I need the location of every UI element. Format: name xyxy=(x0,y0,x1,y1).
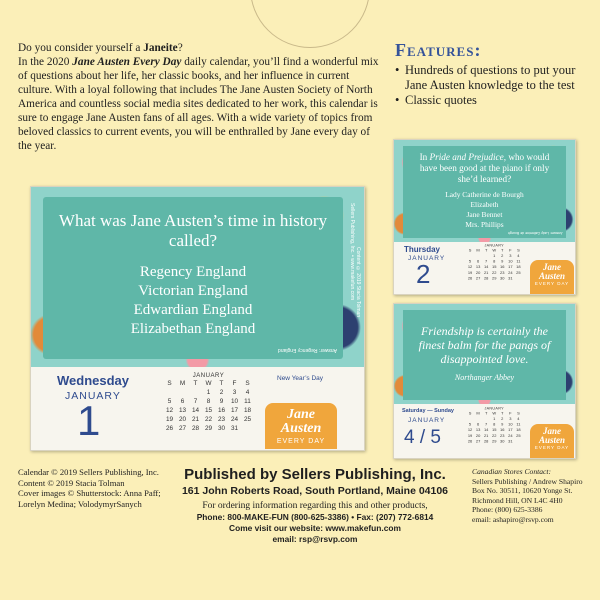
janeite-word: Janeite xyxy=(143,42,178,54)
weekday-header: T xyxy=(501,248,504,253)
weekday-header: S xyxy=(468,248,472,253)
day-cell: 21 xyxy=(191,416,200,423)
day-cell: 24 xyxy=(230,416,239,423)
day-cell: 24 xyxy=(508,270,513,275)
intro-line-1: Do you consider yourself a xyxy=(18,42,144,54)
day-cell: 20 xyxy=(475,433,481,438)
day-cell: 13 xyxy=(475,428,481,433)
date-block xyxy=(394,242,575,295)
logo-austen: Austen xyxy=(538,435,565,445)
day-cell: 25 xyxy=(516,433,521,438)
weekday-header: T xyxy=(219,380,224,387)
day-cell: 11 xyxy=(244,398,251,405)
intro-text xyxy=(18,41,380,153)
weekday-header: F xyxy=(509,248,512,253)
day-cell: 30 xyxy=(217,425,226,432)
weekday-header: W xyxy=(492,411,497,416)
day-cell: 16 xyxy=(500,265,505,270)
day-cell: 26 xyxy=(467,439,473,444)
day-cell: 27 xyxy=(475,439,481,444)
answer-option: Edwardian England xyxy=(133,302,253,318)
day-cell: 10 xyxy=(508,422,513,427)
answer-list xyxy=(403,190,566,230)
logo-every-day: EVERY DAY xyxy=(276,438,326,445)
day-number: 4 / 5 xyxy=(404,427,441,448)
day-cell: 6 xyxy=(476,422,480,427)
mini-calendar-month: JANUARY xyxy=(192,373,225,379)
day-cell: 17 xyxy=(508,428,513,433)
mini-calendar-grid xyxy=(466,411,522,444)
day-cell: 16 xyxy=(217,407,226,414)
day-cell: 21 xyxy=(483,433,489,438)
day-cell: 1 xyxy=(493,416,496,422)
question-start: In xyxy=(419,152,430,162)
day-cell: 5 xyxy=(468,259,472,264)
copyright-line: Content © 2019 Stacia Tolman xyxy=(18,477,125,488)
day-cell: 2 xyxy=(219,389,224,396)
day-cell: 11 xyxy=(516,259,521,264)
logo-austen: Austen xyxy=(280,421,322,436)
publisher-side-text: Sellers Publishing, Inc. • www.makefun.com xyxy=(349,203,355,301)
day-number: 2 xyxy=(416,259,431,289)
upside-down-answer: Answer: Regency England xyxy=(278,347,337,353)
content-credit-side: Content © 2019 Stacia Tolman xyxy=(355,247,361,318)
feature-item: • Hundreds of questions to put your Jane Austen knowledge to the test xyxy=(395,63,595,93)
day-cell: 15 xyxy=(492,428,497,433)
main-calendar-page xyxy=(30,186,365,451)
day-cell xyxy=(163,388,176,397)
answer-option: Mrs. Phillips xyxy=(465,220,504,229)
mini-calendar xyxy=(163,373,254,433)
contact-line: email: ashapiro@rsvp.com xyxy=(472,514,554,524)
day-cell: 9 xyxy=(501,259,504,264)
phone-fax: Phone: 800-MAKE-FUN (800-625-3386) • Fax: (207) 772-6814 xyxy=(196,512,434,522)
day-cell: 8 xyxy=(206,398,211,405)
upside-down-answer: Answer: Lady Catherine de Bourgh xyxy=(507,231,562,235)
day-cell: 29 xyxy=(492,439,497,444)
day-cell: 8 xyxy=(493,259,496,264)
day-cell xyxy=(241,424,254,433)
jane-austen-logo xyxy=(530,424,574,458)
day-cell: 18 xyxy=(516,265,521,270)
day-cell: 10 xyxy=(230,398,239,405)
day-cell: 17 xyxy=(508,265,513,270)
day-cell: 2 xyxy=(501,253,504,259)
day-cell: 19 xyxy=(467,433,473,438)
features-list xyxy=(395,63,595,108)
question-text xyxy=(403,146,566,185)
day-cell: 3 xyxy=(509,253,512,259)
weekday-header: S xyxy=(468,411,472,416)
day-cell: 26 xyxy=(165,425,174,432)
calendar-page-3 xyxy=(393,303,576,459)
weekday-header: S xyxy=(167,380,172,387)
quote-card xyxy=(403,310,566,400)
contact-line: Sellers Publishing / Andrew Shapiro xyxy=(472,476,583,486)
weekday-header: F xyxy=(232,380,237,387)
day-cell: 25 xyxy=(243,416,252,423)
day-cell: 19 xyxy=(165,416,174,423)
mini-calendar-month: JANUARY xyxy=(484,407,504,411)
contact-line: Phone: (800) 625-3386 xyxy=(472,505,543,515)
answer-option: Elizabeth xyxy=(470,200,499,209)
feature-item: • Classic quotes xyxy=(395,93,595,108)
day-cell: 22 xyxy=(204,416,213,423)
question-card xyxy=(43,197,343,359)
weekday-header: M xyxy=(179,380,186,387)
calendar-title: Jane Austen Every Day xyxy=(72,56,182,68)
question-card xyxy=(403,146,566,238)
answer-option: Victorian England xyxy=(138,283,248,299)
day-cell: 13 xyxy=(475,265,481,270)
day-cell: 22 xyxy=(492,270,497,275)
features-title: Features: xyxy=(395,40,482,60)
day-cell: 1 xyxy=(493,253,496,259)
day-cell: 23 xyxy=(500,433,505,438)
date-block xyxy=(31,367,364,451)
day-cell xyxy=(514,276,522,282)
weekday-header: M xyxy=(476,411,480,416)
day-cell: 14 xyxy=(483,428,489,433)
day-cell: 27 xyxy=(178,425,187,432)
holiday-label: New Year’s Day xyxy=(277,375,324,382)
day-cell: 6 xyxy=(180,398,185,405)
day-cell: 28 xyxy=(483,276,489,281)
mini-calendar-grid xyxy=(163,379,254,433)
logo-jane: Jane xyxy=(287,407,315,422)
weekday-header: S xyxy=(517,411,520,416)
day-cell: 12 xyxy=(165,407,174,414)
question-rest: , who would have been good at the piano if only she’d learned? xyxy=(419,152,550,184)
day-cell: 18 xyxy=(516,428,521,433)
day-cell: 15 xyxy=(492,265,497,270)
question-text: What was Jane Austen’s time in history called? xyxy=(58,211,328,250)
weekday-label: Saturday — Sunday xyxy=(402,408,454,414)
day-cell: 11 xyxy=(516,422,521,427)
month-label: JANUARY xyxy=(65,390,121,402)
intro-body: daily calendar, you’ll find a wonderful mix of questions about her life, her classic books, and her influence in current culture. With a loyal following that includes The Jane Austen Society of North America and countless social media sites dedicated to her work, this calendar is sure to engage Jane Austen fans of all ages. With a wide variety of topics from beloved classics to current events, you will be enthralled by Jane every day of the year. xyxy=(18,56,379,152)
logo-every-day: EVERY DAY xyxy=(534,281,570,286)
weekday-header: W xyxy=(205,380,212,387)
weekday-header: T xyxy=(484,411,488,416)
day-cell: 1 xyxy=(206,389,211,396)
jane-austen-logo xyxy=(265,403,337,449)
day-cell: 29 xyxy=(204,425,213,432)
day-cell: 4 xyxy=(517,416,520,422)
weekday-header: T xyxy=(484,248,488,253)
publisher-name: Published by Sellers Publishing, Inc. xyxy=(184,466,446,483)
weekday-header: T xyxy=(501,411,504,416)
logo-jane: Jane xyxy=(543,426,561,436)
contact-line: Richmond Hill, ON L4C 4H0 xyxy=(472,495,563,505)
date-block xyxy=(394,404,575,459)
day-cell: 9 xyxy=(219,398,224,405)
quote-text: Friendship is certainly the finest balm for the pangs of disappointed love. xyxy=(418,324,551,366)
copyright-line: Cover images © Shutterstock: Anna Paff; xyxy=(18,488,161,499)
mini-calendar-month: JANUARY xyxy=(484,244,504,248)
logo-austen: Austen xyxy=(538,271,565,281)
mini-calendar xyxy=(466,407,522,444)
day-cell: 2 xyxy=(501,416,504,422)
day-cell: 19 xyxy=(467,270,473,275)
intro-p2-start: In the 2020 xyxy=(18,56,73,68)
features-panel xyxy=(395,40,595,108)
answer-option: Jane Bennet xyxy=(466,210,503,219)
day-cell: 26 xyxy=(467,276,473,281)
day-cell: 31 xyxy=(230,425,239,432)
day-cell: 7 xyxy=(485,422,488,427)
day-number: 1 xyxy=(77,397,101,444)
publisher-block xyxy=(160,466,470,545)
day-cell: 28 xyxy=(483,439,489,444)
answer-option: Elizabethan England xyxy=(130,321,256,337)
day-cell: 29 xyxy=(492,276,497,281)
calendar-page-2 xyxy=(393,139,576,295)
mini-calendar-grid xyxy=(466,248,522,281)
day-cell: 24 xyxy=(508,433,513,438)
website-line: Come visit our website: www.makefun.com xyxy=(229,523,401,533)
weekday-label: Thursday xyxy=(404,245,441,254)
month-label: JANUARY xyxy=(408,417,446,424)
day-cell: 23 xyxy=(500,270,505,275)
email-line: email: rsp@rsvp.com xyxy=(272,534,358,544)
day-cell xyxy=(176,388,189,397)
day-cell: 25 xyxy=(516,270,521,275)
day-cell: 20 xyxy=(475,270,481,275)
day-cell: 30 xyxy=(500,276,505,281)
day-cell xyxy=(189,388,202,397)
canadian-contact-title: Canadian Stores Contact: xyxy=(472,467,552,476)
day-cell: 15 xyxy=(204,407,213,414)
copyright-line: Lorelyn Medina; VolodymyrSanych xyxy=(18,498,142,509)
day-cell: 6 xyxy=(476,259,480,264)
intro-question-mark: ? xyxy=(177,42,183,54)
weekday-header: M xyxy=(476,248,480,253)
day-cell: 31 xyxy=(508,276,513,281)
day-cell xyxy=(514,439,522,445)
weekday-label: Wednesday xyxy=(57,373,130,388)
day-cell: 12 xyxy=(467,265,473,270)
weekday-header: T xyxy=(193,380,198,387)
jane-austen-logo xyxy=(530,260,574,294)
mini-calendar xyxy=(466,244,522,281)
day-cell: 31 xyxy=(508,439,513,444)
day-cell: 28 xyxy=(191,425,200,432)
day-cell: 5 xyxy=(167,398,172,405)
quote-source: Northanger Abbey xyxy=(454,373,515,382)
day-cell: 5 xyxy=(468,422,472,427)
day-cell: 30 xyxy=(500,439,505,444)
day-cell: 23 xyxy=(217,416,226,423)
day-cell: 10 xyxy=(508,259,513,264)
copyright-line: Calendar © 2019 Sellers Publishing, Inc. xyxy=(18,467,159,477)
answer-list xyxy=(43,263,343,339)
copyright-block xyxy=(18,467,178,509)
day-cell: 14 xyxy=(191,407,200,414)
day-cell: 17 xyxy=(230,407,239,414)
publisher-address: 161 John Roberts Road, South Portland, Maine 04106 xyxy=(181,485,449,497)
answer-option: Regency England xyxy=(139,264,247,280)
day-cell: 20 xyxy=(178,416,187,423)
day-cell: 7 xyxy=(485,259,488,264)
day-cell: 3 xyxy=(509,416,512,422)
day-cell: 4 xyxy=(517,253,520,259)
day-cell: 9 xyxy=(501,422,504,427)
weekday-header: S xyxy=(517,248,520,253)
day-cell: 8 xyxy=(493,422,496,427)
book-title: Pride and Prejudice xyxy=(429,152,504,162)
day-cell: 3 xyxy=(232,389,237,396)
day-cell: 12 xyxy=(467,428,473,433)
canadian-contact xyxy=(472,467,597,525)
ordering-info: For ordering information regarding this and other products, xyxy=(202,501,428,511)
answer-option: Lady Catherine de Bourgh xyxy=(445,190,524,199)
day-cell: 14 xyxy=(483,265,489,270)
month-label: JANUARY xyxy=(408,255,446,262)
logo-every-day: EVERY DAY xyxy=(534,445,570,450)
contact-line: Box No. 30511, 10620 Yonge St. xyxy=(472,486,573,496)
day-cell: 13 xyxy=(178,407,187,414)
day-cell: 21 xyxy=(483,270,489,275)
day-cell: 4 xyxy=(245,389,250,396)
day-cell: 16 xyxy=(500,428,505,433)
day-cell: 22 xyxy=(492,433,497,438)
weekday-header: F xyxy=(509,411,512,416)
weekday-header: S xyxy=(245,380,250,387)
day-cell: 18 xyxy=(243,407,252,414)
weekday-header: W xyxy=(492,248,497,253)
day-cell: 7 xyxy=(193,398,198,405)
logo-jane: Jane xyxy=(543,262,561,272)
day-cell: 27 xyxy=(475,276,481,281)
